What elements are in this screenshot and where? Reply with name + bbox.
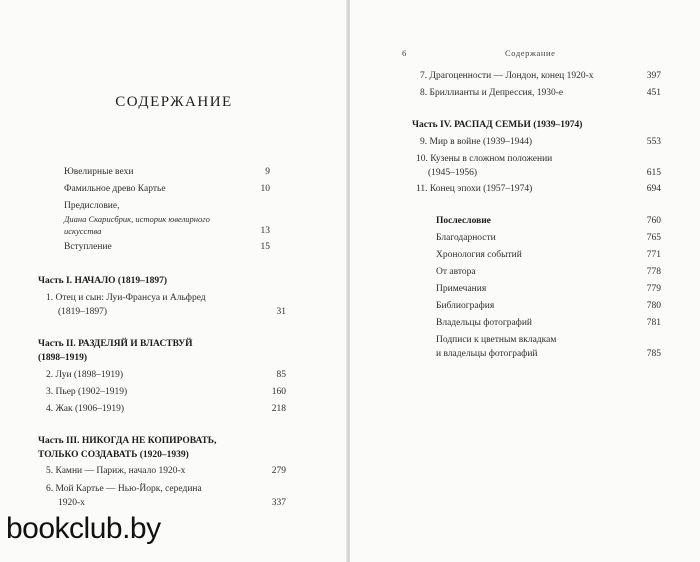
watermark-logo: bookclub.by bbox=[6, 512, 161, 545]
toc-title: СОДЕРЖАНИЕ bbox=[115, 94, 233, 110]
part-heading: (1898–1919) bbox=[38, 353, 88, 363]
page-number: 6 bbox=[402, 48, 407, 58]
running-title: Содержание bbox=[505, 48, 556, 58]
part-heading: Часть I. НАЧАЛО (1819–1897) bbox=[38, 276, 168, 286]
part-heading: Часть IV. РАСПАД СЕМЬИ (1939–1974) bbox=[412, 120, 583, 130]
part-heading: ТОЛЬКО СОЗДАВАТЬ (1920–1939) bbox=[38, 450, 189, 460]
part-heading: Часть II. РАЗДЕЛЯЙ И ВЛАСТВУЙ bbox=[38, 339, 193, 349]
right-page: 6 Содержание 7. Драгоценности — Лондон, конец 1920-х 397 8. Бриллианты и Депрессия, 1930-е 451 Часть IV. РАСПАД СЕМЬИ (1939–1974) 9. Мир в войне (1939–1944) 553 10. Кузены в сложном положении (1945–1956) 615 11. Конец эпохи (1957–1974) 694 Послесловие 760 Благодарности 765 Хронология событий 771 От автора 778 Примечания 779 Библиография 780 Владельцы фотографий 781 Подписи к цветным вкладкам и владельцы фотографий 785 bbox=[350, 0, 700, 562]
left-page: СОДЕРЖАНИЕ Ювелирные вехи 9 Фамильное древо Картье 10 Предисловие, Диана Скарисбрик, историк ювелирного искусства 13 Вступление 15 Часть I. НАЧАЛО (1819–1897) 1. Отец и сын: Луи-Франсуа и Альфред (1819–1897) 31 Часть II. РАЗДЕЛЯЙ И ВЛАСТВУЙ (1898–1919) 2. Луи (1898–1919) 85 3. Пьер (1902–1919) 160 4. Жак (1906–1919) 218 Часть III. НИКОГДА НЕ КОПИРОВАТЬ, ТОЛЬКО СОЗДАВАТЬ (1920–1939) 5. Камни — Париж, начало 1920-х 279 6. Мой Картье — Нью-Йорк, середина 1920-х 337 bookclub.by bbox=[0, 0, 348, 562]
part-heading: Часть III. НИКОГДА НЕ КОПИРОВАТЬ, bbox=[38, 436, 217, 446]
